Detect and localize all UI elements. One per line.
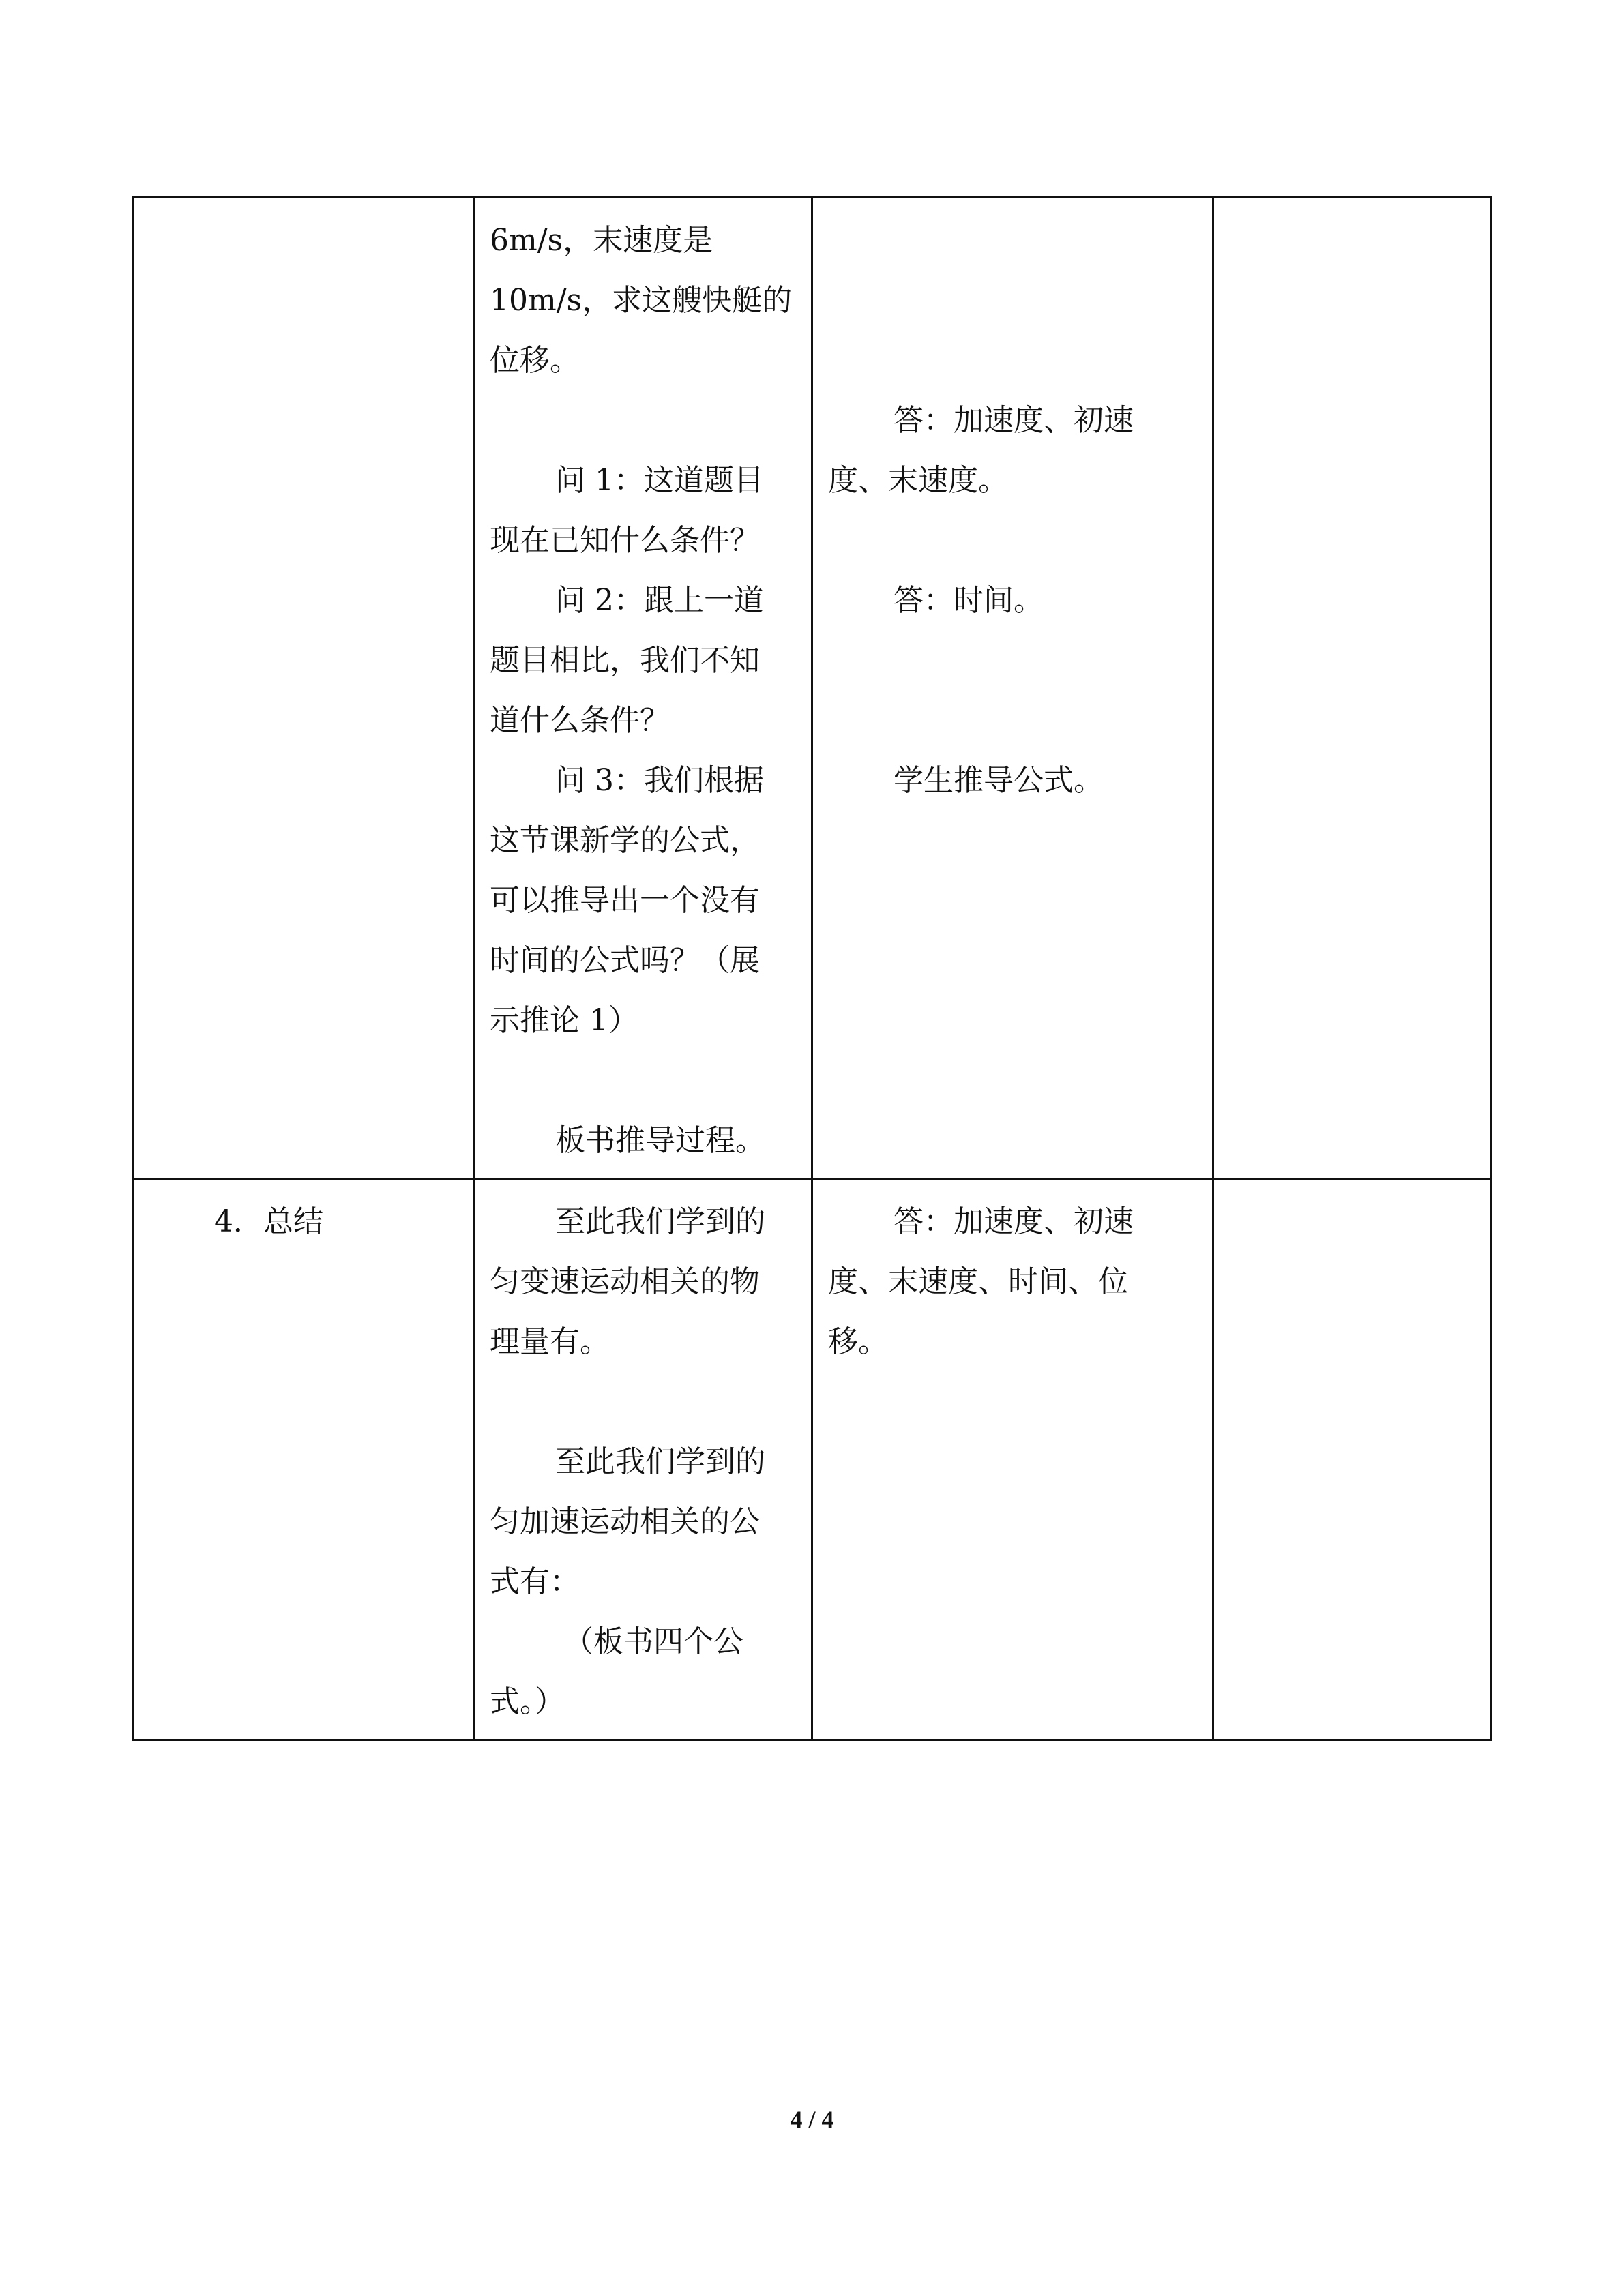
teacher-activity-cell <box>474 198 812 1179</box>
question-1-line: 现在已知什么条件？ <box>490 523 760 558</box>
page-number: 4 / 4 <box>790 2106 834 2133</box>
summary-para-2-line: 至此我们学到的 <box>555 1444 765 1479</box>
stage-label: 4．总结 <box>214 1204 323 1239</box>
summary-para-3-line: 式。） <box>490 1684 565 1719</box>
teacher-activity-cell <box>474 1179 812 1740</box>
stage-cell <box>133 1179 474 1740</box>
summary-para-1-line: 匀变速运动相关的物 <box>490 1264 760 1299</box>
stage-cell <box>133 198 474 1179</box>
table-row <box>133 198 1492 1179</box>
summary-para-2-line: 匀加速运动相关的公 <box>490 1504 760 1539</box>
question-1-line: 问 1：这道题目 <box>555 463 764 498</box>
summary-para-1-line: 理量有。 <box>490 1324 610 1359</box>
table-row <box>133 1179 1492 1740</box>
question-3-line: 问 3：我们根据 <box>555 763 764 798</box>
notes-cell <box>1213 1179 1492 1740</box>
question-2-line: 题目相比，我们不知 <box>490 643 760 678</box>
question-3-line: 示推论 1） <box>490 1003 638 1038</box>
summary-para-1-line: 至此我们学到的 <box>555 1204 765 1239</box>
question-3-line: 可以推导出一个没有 <box>490 883 760 918</box>
summary-para-2-line: 式有： <box>490 1564 580 1599</box>
question-2-line: 问 2：跟上一道 <box>555 583 764 618</box>
answer-2-line: 答：时间。 <box>894 583 1044 618</box>
problem-text-line: 6m/s，末速度是 <box>490 223 713 258</box>
notes-cell <box>1213 198 1492 1179</box>
student-activity-cell <box>812 198 1213 1179</box>
question-3-line: 时间的公式吗？（展 <box>490 943 760 978</box>
problem-text-line: 10m/s，求这艘快艇的 <box>490 283 793 318</box>
question-2-line: 道什么条件？ <box>490 703 670 738</box>
summary-answer-line: 移。 <box>828 1324 888 1359</box>
summary-answer-line: 答：加速度、初速 <box>894 1204 1134 1239</box>
summary-para-3-line: （板书四个公 <box>563 1624 743 1659</box>
problem-text-line: 位移。 <box>490 343 580 378</box>
summary-answer-line: 度、末速度、时间、位 <box>828 1264 1128 1299</box>
lesson-plan-table <box>132 196 1492 1741</box>
question-3-line: 这节课新学的公式， <box>490 823 760 858</box>
answer-1-line: 度、末速度。 <box>828 463 1008 498</box>
answer-3-line: 学生推导公式。 <box>894 763 1104 798</box>
board-note-line: 板书推导过程。 <box>555 1123 765 1158</box>
answer-1-line: 答：加速度、初速 <box>894 403 1134 438</box>
student-activity-cell <box>812 1179 1213 1740</box>
